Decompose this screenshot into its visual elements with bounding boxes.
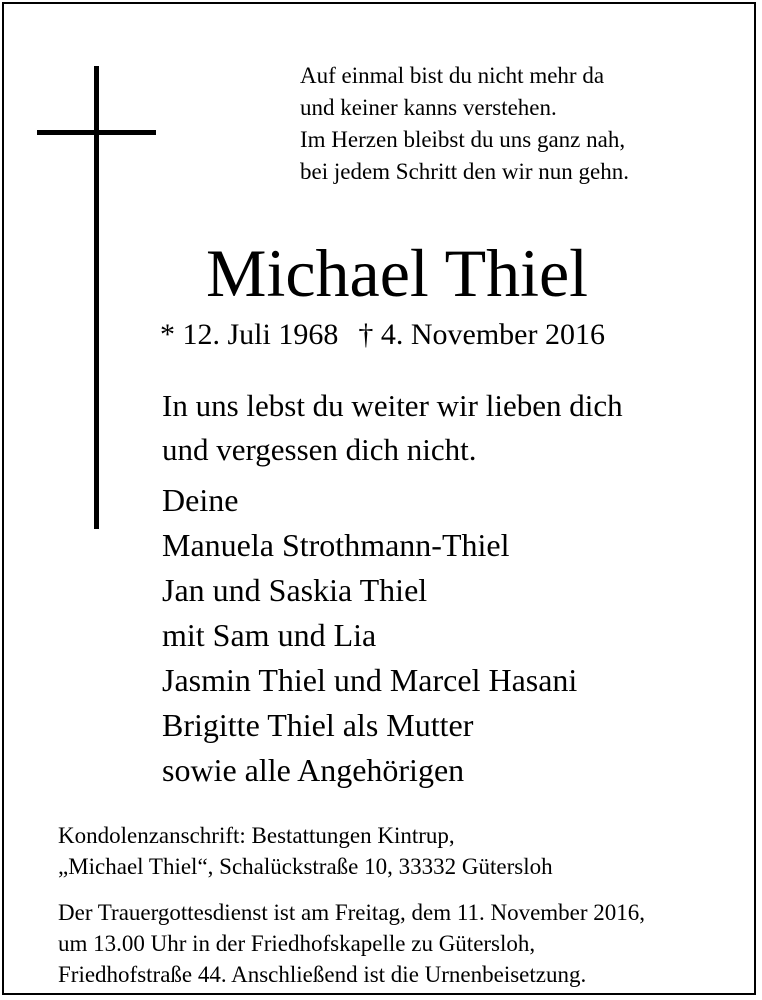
verse-line: und vergessen dich nicht. (162, 432, 477, 467)
memorial-verse (162, 384, 623, 472)
birth-date: * 12. Juli 1968 (160, 318, 339, 351)
service-line: Friedhofstraße 44. Anschließend ist die Urnenbeisetzung. (58, 962, 587, 987)
death-date: † 4. November 2016 (358, 318, 605, 351)
verse-line: In uns lebst du weiter wir lieben dich (162, 388, 623, 423)
mourners-intro: Deine (162, 482, 239, 518)
poem (300, 60, 629, 188)
cross-horizontal-bar (37, 130, 156, 135)
poem-line: Im Herzen bleibst du uns ganz nah, (300, 127, 626, 152)
service-line: Der Trauergottesdienst ist am Freitag, dem 11. November 2016, (58, 900, 646, 925)
deceased-name: Michael Thiel (206, 235, 589, 311)
funeral-service-info (58, 897, 645, 990)
mourner-name: Jan und Saskia Thiel (162, 572, 428, 608)
condolence-line: Kondolenzanschrift: Bestattungen Kintrup, (58, 823, 455, 848)
poem-line: bei jedem Schritt den wir nun gehn. (300, 159, 629, 184)
life-dates (160, 315, 605, 355)
mourner-name: mit Sam und Lia (162, 617, 377, 653)
poem-line: und keiner kanns verstehen. (300, 95, 557, 120)
mourner-name: Jasmin Thiel und Marcel Hasani (162, 662, 578, 698)
condolence-address (58, 820, 553, 882)
poem-line: Auf einmal bist du nicht mehr da (300, 63, 605, 88)
cross-vertical-bar (94, 66, 99, 529)
condolence-line: „Michael Thiel“, Schalückstraße 10, 33332 Gütersloh (58, 854, 553, 879)
mourners-list (162, 478, 577, 793)
mourner-name: sowie alle Angehörigen (162, 752, 465, 788)
mourner-name: Brigitte Thiel als Mutter (162, 707, 474, 743)
service-line: um 13.00 Uhr in der Friedhofskapelle zu Gütersloh, (58, 931, 536, 956)
mourner-name: Manuela Strothmann-Thiel (162, 527, 510, 563)
